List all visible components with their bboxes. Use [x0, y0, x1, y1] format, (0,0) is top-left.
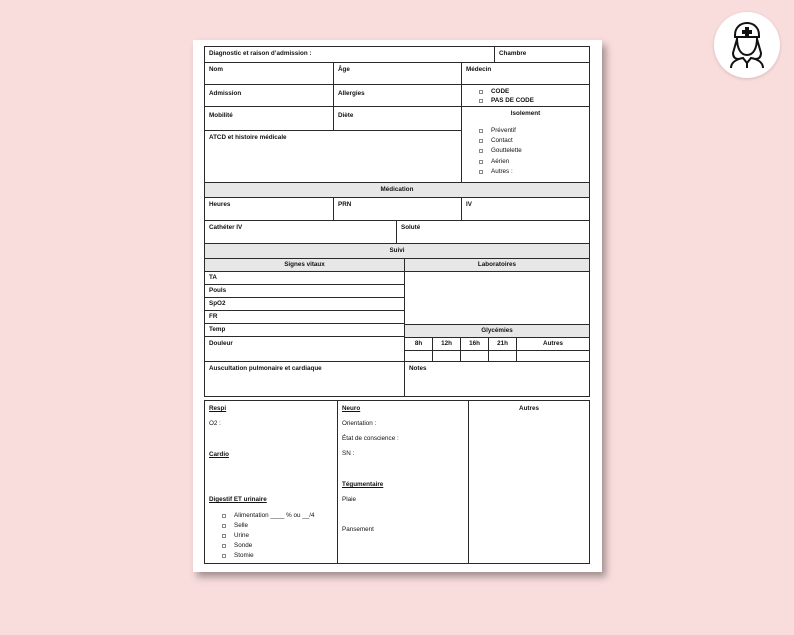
douleur-field[interactable] [204, 336, 405, 362]
solute-label: Soluté [401, 224, 421, 231]
medication-header: Médication [204, 182, 590, 198]
mobilite-field[interactable] [204, 106, 334, 131]
heures-label: Heures [209, 201, 231, 208]
diagnostic-field[interactable] [204, 46, 495, 63]
isolement-item: Autres : [491, 168, 513, 175]
vital-label: SpO2 [209, 300, 226, 307]
laboratoires-field[interactable] [404, 271, 590, 325]
no-code-checkbox[interactable] [479, 99, 483, 103]
plaie-label: Plaie [342, 496, 357, 503]
solute-field[interactable] [396, 220, 590, 244]
prn-field[interactable] [333, 197, 462, 221]
atcd-label: ATCD et histoire médicale [209, 134, 287, 141]
sonde-checkbox[interactable] [222, 544, 226, 548]
tegumentaire-heading: Tégumentaire [342, 481, 384, 488]
nom-label: Nom [209, 66, 223, 73]
stomie-checkbox[interactable] [222, 554, 226, 558]
isolement-item: Contact [491, 137, 513, 144]
vital-label: Pouls [209, 287, 227, 294]
allergies-label: Allergies [338, 90, 365, 97]
douleur-label: Douleur [209, 340, 233, 347]
vital-row-spo2[interactable] [204, 297, 405, 311]
gly-col-12h: 12h [432, 337, 461, 351]
conscience-label: État de conscience : [342, 435, 399, 442]
cardio-heading: Cardio [209, 451, 229, 458]
respi-column [204, 400, 338, 564]
isolement-item: Préventif [491, 127, 516, 134]
iv-label: IV [466, 201, 472, 208]
notes-label: Notes [409, 365, 427, 372]
prn-label: PRN [338, 201, 352, 208]
vital-row-fr[interactable] [204, 310, 405, 324]
medecin-label: Médecin [466, 66, 492, 73]
catheter-field[interactable] [204, 220, 397, 244]
code-checkbox[interactable] [479, 90, 483, 94]
isolement-title: Isolement [510, 110, 541, 117]
isolement-item: Aérien [491, 158, 510, 165]
vital-label: FR [209, 313, 218, 320]
iv-field[interactable] [461, 197, 590, 221]
laboratoires-header: Laboratoires [404, 258, 590, 272]
gly-col-16h: 16h [460, 337, 489, 351]
allergies-field[interactable] [333, 84, 462, 107]
auscultation-field[interactable] [204, 361, 405, 397]
autres-column[interactable] [468, 400, 590, 564]
digestif-item: Selle [234, 522, 249, 529]
preventif-checkbox[interactable] [479, 129, 483, 133]
gly-col-8h: 8h [404, 337, 433, 351]
neuro-heading: Neuro [342, 405, 361, 412]
code-label: CODE [491, 88, 510, 95]
chambre-label: Chambre [499, 50, 527, 57]
digestif-item: Alimentation ____ % ou __/4 [234, 512, 315, 519]
vital-row-temp[interactable] [204, 323, 405, 337]
patient-form-sheet [193, 40, 602, 572]
chambre-field[interactable] [494, 46, 590, 63]
vital-label: TA [209, 274, 217, 281]
neuro-column [337, 400, 469, 564]
selle-checkbox[interactable] [222, 524, 226, 528]
atcd-field[interactable] [204, 130, 462, 183]
heures-field[interactable] [204, 197, 334, 221]
medecin-field[interactable] [461, 62, 590, 85]
gouttelette-checkbox[interactable] [479, 149, 483, 153]
suivi-header: Suivi [204, 243, 590, 259]
gly-col-autres: Autres [516, 337, 590, 351]
mobilite-label: Mobilité [209, 112, 233, 119]
catheter-label: Cathéter IV [209, 224, 243, 231]
contact-checkbox[interactable] [479, 139, 483, 143]
digestif-item: Stomie [234, 552, 254, 559]
respi-heading: Respi [209, 405, 227, 412]
age-field[interactable] [333, 62, 462, 85]
orientation-label: Orientation : [342, 420, 377, 427]
age-label: Âge [338, 66, 350, 73]
no-code-label: PAS DE CODE [491, 97, 534, 104]
vital-label: Temp [209, 326, 226, 333]
diete-label: Diète [338, 112, 354, 119]
admission-label: Admission [209, 90, 242, 97]
diete-field[interactable] [333, 106, 462, 131]
pansement-label: Pansement [342, 526, 374, 533]
autres-checkbox[interactable] [479, 170, 483, 174]
vital-row-ta[interactable] [204, 271, 405, 285]
aerien-checkbox[interactable] [479, 160, 483, 164]
isolement-box [461, 106, 590, 183]
nurse-icon [725, 21, 769, 69]
signes-vitaux-header: Signes vitaux [204, 258, 405, 272]
vital-row-pouls[interactable] [204, 284, 405, 298]
autres-heading: Autres [519, 405, 539, 412]
glycemies-header: Glycémies [404, 324, 590, 338]
code-status [461, 84, 590, 107]
nom-field[interactable] [204, 62, 334, 85]
digestif-item: Urine [234, 532, 250, 539]
isolement-item: Gouttelette [491, 147, 522, 154]
urine-checkbox[interactable] [222, 534, 226, 538]
diagnostic-label: Diagnostic et raison d’admission : [209, 50, 312, 57]
alimentation-checkbox[interactable] [222, 514, 226, 518]
nurse-logo [714, 12, 780, 78]
digestif-item: Sonde [234, 542, 253, 549]
o2-label: O2 : [209, 420, 221, 427]
admission-field[interactable] [204, 84, 334, 107]
auscultation-label: Auscultation pulmonaire et cardiaque [209, 365, 322, 372]
sn-label: SN : [342, 450, 355, 457]
gly-col-21h: 21h [488, 337, 517, 351]
notes-field[interactable] [404, 361, 590, 397]
digestif-heading: Digestif ET urinaire [209, 496, 267, 503]
